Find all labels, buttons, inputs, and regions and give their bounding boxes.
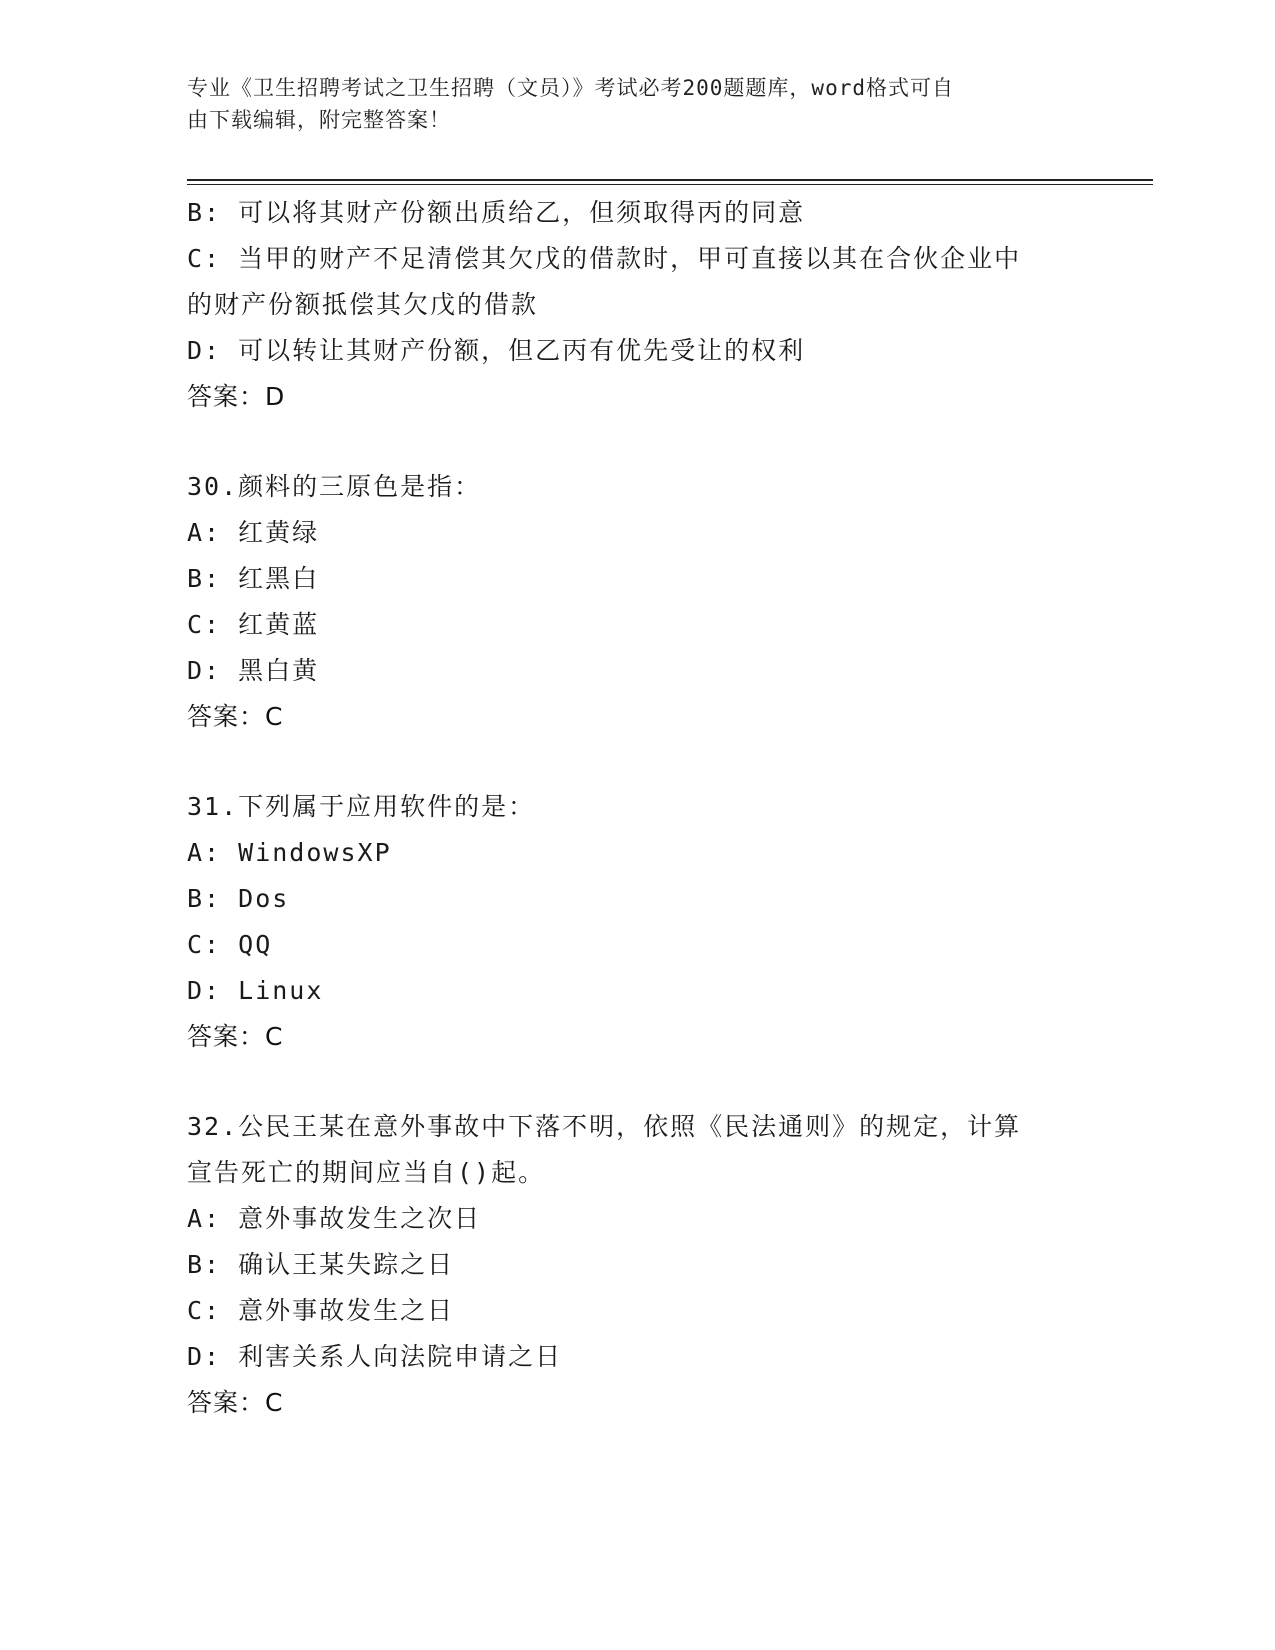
- q30-option-a: A: 红黄绿: [187, 518, 320, 547]
- q32-stem-line-2: 宣告死亡的期间应当自()起。: [187, 1158, 546, 1187]
- q29-answer: 答案：D: [187, 382, 286, 411]
- question-30: [187, 464, 1087, 740]
- question-32: [187, 1104, 1087, 1426]
- q30-answer: 答案：C: [187, 702, 284, 731]
- q30-stem: 30.颜料的三原色是指：: [187, 472, 482, 501]
- question-29-tail: [187, 190, 1087, 420]
- q32-answer: 答案：C: [187, 1388, 284, 1417]
- q32-option-b: B: 确认王某失踪之日: [187, 1250, 455, 1279]
- q30-option-c: C: 红黄蓝: [187, 610, 320, 639]
- q31-option-b: B: Dos: [187, 884, 290, 913]
- q32-option-d: D: 利害关系人向法院申请之日: [187, 1342, 563, 1371]
- header-line-2: 由下载编辑，附完整答案！: [187, 108, 451, 132]
- q29-option-c-line-1: C: 当甲的财产不足清偿其欠戊的借款时，甲可直接以其在合伙企业中: [187, 244, 1022, 273]
- q31-option-d: D: Linux: [187, 976, 324, 1005]
- question-31: [187, 784, 1087, 1060]
- q31-option-a: A: WindowsXP: [187, 838, 392, 867]
- header-line-1: 专业《卫生招聘考试之卫生招聘（文员）》考试必考200题题库，word格式可自: [187, 76, 954, 100]
- q29-option-b: B: 可以将其财产份额出质给乙，但须取得丙的同意: [187, 198, 806, 227]
- q32-option-c: C: 意外事故发生之日: [187, 1296, 455, 1325]
- q32-option-a: A: 意外事故发生之次日: [187, 1204, 482, 1233]
- q32-stem-line-1: 32.公民王某在意外事故中下落不明，依照《民法通则》的规定，计算: [187, 1112, 1022, 1141]
- q31-answer: 答案：C: [187, 1022, 284, 1051]
- header-divider-thick: [187, 179, 1153, 181]
- question-list: [187, 190, 1087, 1426]
- q31-stem: 31.下列属于应用软件的是：: [187, 792, 536, 821]
- q30-option-b: B: 红黑白: [187, 564, 320, 593]
- header-divider-thin: [187, 184, 1153, 185]
- q31-option-c: C: QQ: [187, 930, 273, 959]
- q29-option-d: D: 可以转让其财产份额，但乙丙有优先受让的权利: [187, 336, 806, 365]
- q30-option-d: D: 黑白黄: [187, 656, 320, 685]
- q29-option-c-line-2: 的财产份额抵偿其欠戊的借款: [187, 290, 539, 319]
- document-header: [187, 72, 1067, 136]
